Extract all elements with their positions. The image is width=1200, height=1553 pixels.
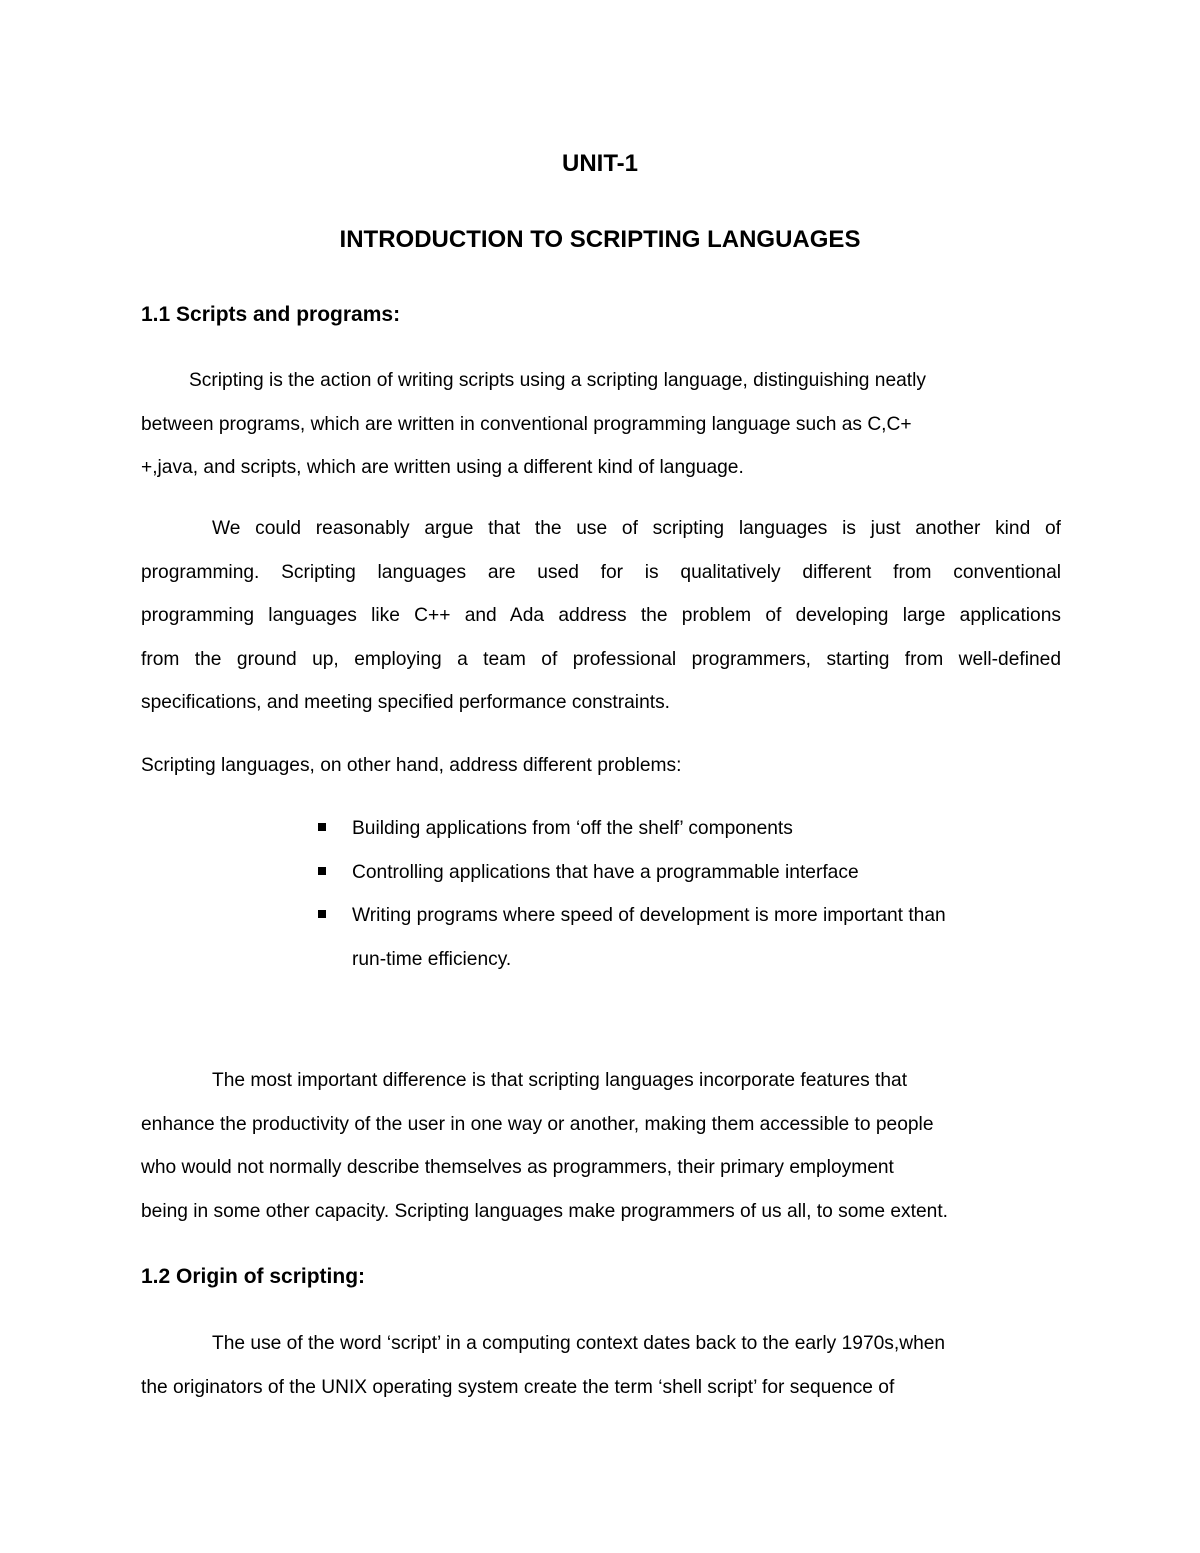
paragraph-line: between programs, which are written in conventional programming language such as C,C+ xyxy=(141,413,912,435)
paragraph-line: programming languages like C++ and Ada address the problem of developing large applications xyxy=(141,605,1061,626)
list-item xyxy=(312,851,1052,895)
paragraph-line: The use of the word ‘script’ in a computing context dates back to the early 1970s,when xyxy=(212,1333,946,1354)
paragraph-line: specifications, and meeting specified performance constraints. xyxy=(141,692,670,713)
paragraph-line: Scripting languages, on other hand, address different problems: xyxy=(141,755,682,776)
paragraph-programming-argument xyxy=(141,507,1061,725)
list-item xyxy=(312,894,1052,981)
list-item-text: Writing programs where speed of development is more important than xyxy=(352,905,946,926)
list-item-text: Controlling applications that have a programmable interface xyxy=(352,861,859,883)
paragraph-line: We could reasonably argue that the use of scripting languages is just another kind of xyxy=(212,518,1061,539)
paragraph-different-problems xyxy=(141,744,1061,788)
list-item-continuation: run-time efficiency. xyxy=(352,948,512,970)
list-item-text: Building applications from ‘off the shelf’ components xyxy=(352,818,793,839)
paragraph-important-difference xyxy=(141,1059,1061,1233)
paragraph-line: +,java, and scripts, which are written using a different kind of language. xyxy=(141,457,744,478)
paragraph-line: who would not normally describe themselves as programmers, their primary employment xyxy=(141,1157,894,1178)
paragraph-line: The most important difference is that scripting languages incorporate features that xyxy=(212,1070,908,1091)
paragraph-scripting-definition xyxy=(141,359,1061,490)
paragraph-line: programming. Scripting languages are used for is qualitatively different from conventional xyxy=(141,561,1061,583)
square-bullet-icon xyxy=(318,823,326,831)
square-bullet-icon xyxy=(318,910,326,918)
paragraph-line: being in some other capacity. Scripting languages make programmers of us all, to some extent. xyxy=(141,1200,948,1222)
paragraph-line: the originators of the UNIX operating system create the term ‘shell script’ for sequence of xyxy=(141,1376,895,1398)
paragraph-origin-of-scripting xyxy=(141,1322,1061,1409)
paragraph-line: enhance the productivity of the user in one way or another, making them accessible to people xyxy=(141,1113,934,1135)
section-heading-1-1: 1.1 Scripts and programs: xyxy=(141,303,401,326)
section-heading-1-2: 1.2 Origin of scripting: xyxy=(141,1265,366,1288)
paragraph-line: from the ground up, employing a team of professional programmers, starting from well-defined xyxy=(141,648,1061,670)
list-item xyxy=(312,807,1052,851)
bullet-list xyxy=(312,807,1052,981)
square-bullet-icon xyxy=(318,867,326,875)
main-title: INTRODUCTION TO SCRIPTING LANGUAGES xyxy=(339,226,861,253)
unit-title: UNIT-1 xyxy=(561,150,638,177)
paragraph-line: Scripting is the action of writing scripts using a scripting language, distinguishing neatly xyxy=(189,370,926,391)
